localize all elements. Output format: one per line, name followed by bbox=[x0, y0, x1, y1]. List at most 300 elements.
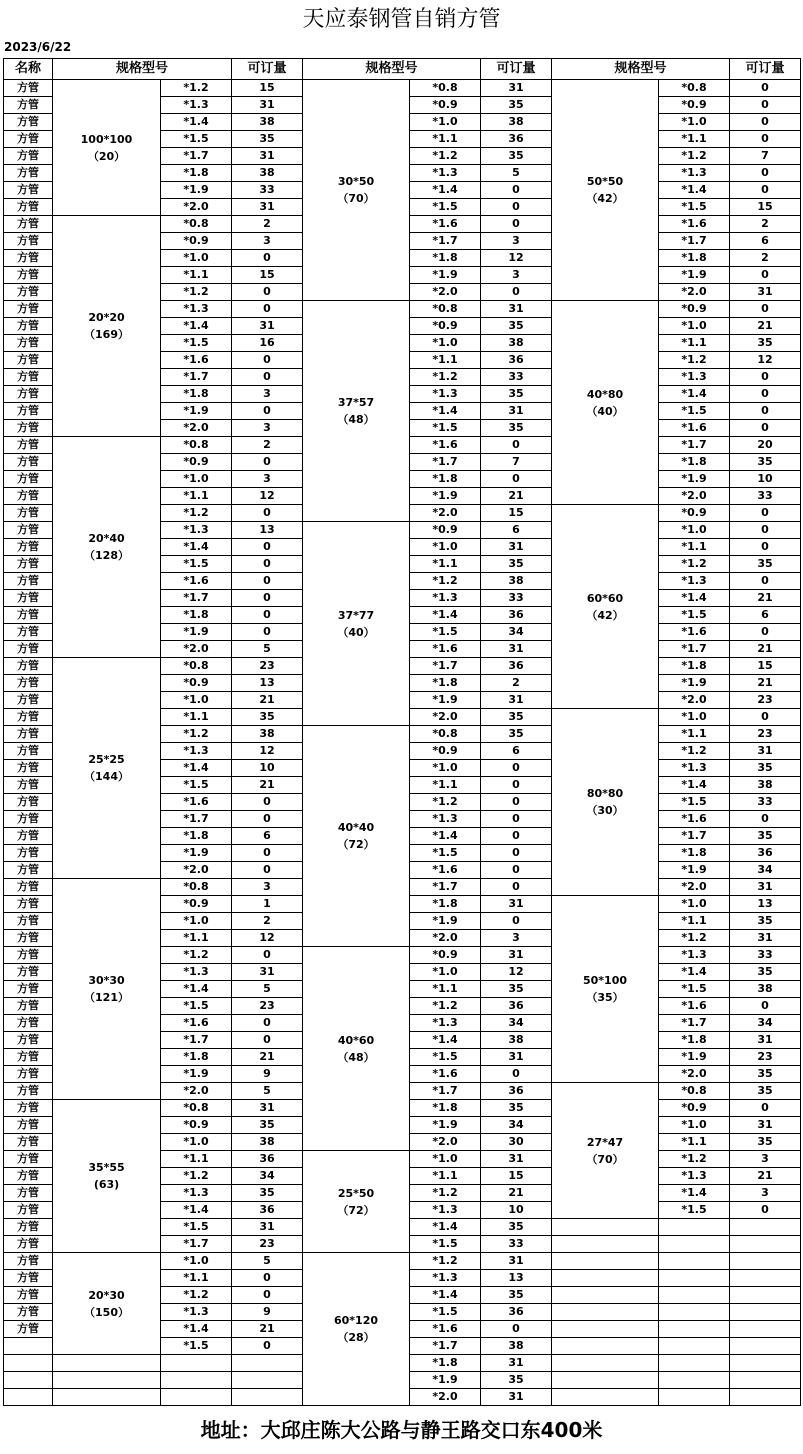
quantity-cell: 0 bbox=[232, 607, 303, 624]
thickness-cell: *1.9 bbox=[659, 675, 730, 692]
spec-size: 27*47 bbox=[586, 1135, 624, 1149]
thickness-cell: *1.1 bbox=[410, 556, 481, 573]
thickness-cell: *1.8 bbox=[659, 250, 730, 267]
thickness-cell: *2.0 bbox=[659, 692, 730, 709]
date-label: 2023/6/22 bbox=[4, 40, 72, 54]
header-qty: 可订量 bbox=[232, 59, 303, 80]
quantity-cell: 35 bbox=[730, 828, 801, 845]
quantity-cell: 35 bbox=[481, 556, 552, 573]
quantity-cell: 31 bbox=[730, 1117, 801, 1134]
thickness-cell: *1.7 bbox=[410, 1083, 481, 1100]
name-cell: 方管 bbox=[4, 301, 53, 318]
thickness-cell: *1.3 bbox=[659, 573, 730, 590]
thickness-cell: *1.5 bbox=[659, 794, 730, 811]
name-cell: 方管 bbox=[4, 998, 53, 1015]
name-cell: 方管 bbox=[4, 947, 53, 964]
name-cell: 方管 bbox=[4, 1015, 53, 1032]
name-cell: 方管 bbox=[4, 454, 53, 471]
thickness-cell: *1.3 bbox=[161, 743, 232, 760]
quantity-cell: 21 bbox=[730, 641, 801, 658]
thickness-cell: *1.8 bbox=[659, 658, 730, 675]
name-cell: 方管 bbox=[4, 539, 53, 556]
spec-group-cell bbox=[303, 80, 410, 301]
empty-cell bbox=[659, 1372, 730, 1389]
thickness-cell: *2.0 bbox=[659, 1066, 730, 1083]
thickness-cell: *1.1 bbox=[161, 709, 232, 726]
thickness-cell: *2.0 bbox=[659, 488, 730, 505]
thickness-cell: *1.4 bbox=[410, 182, 481, 199]
empty-cell bbox=[161, 1372, 232, 1389]
quantity-cell: 35 bbox=[730, 335, 801, 352]
name-cell: 方管 bbox=[4, 709, 53, 726]
thickness-cell: *1.4 bbox=[659, 777, 730, 794]
quantity-cell: 38 bbox=[232, 726, 303, 743]
quantity-cell: 36 bbox=[232, 1151, 303, 1168]
thickness-cell: *1.2 bbox=[161, 1287, 232, 1304]
quantity-cell: 0 bbox=[232, 352, 303, 369]
quantity-cell: 31 bbox=[232, 148, 303, 165]
quantity-cell: 0 bbox=[730, 811, 801, 828]
thickness-cell: *1.7 bbox=[410, 879, 481, 896]
name-cell: 方管 bbox=[4, 386, 53, 403]
thickness-cell: *1.5 bbox=[161, 131, 232, 148]
thickness-cell: *1.8 bbox=[161, 828, 232, 845]
quantity-cell: 0 bbox=[232, 811, 303, 828]
thickness-cell: *1.3 bbox=[161, 1304, 232, 1321]
quantity-cell: 9 bbox=[232, 1304, 303, 1321]
quantity-cell: 34 bbox=[730, 1015, 801, 1032]
spec-size: 25*50 bbox=[337, 1186, 375, 1200]
thickness-cell: *1.1 bbox=[410, 352, 481, 369]
empty-cell bbox=[659, 1389, 730, 1406]
quantity-cell: 3 bbox=[481, 267, 552, 284]
thickness-cell: *1.7 bbox=[659, 233, 730, 250]
quantity-cell: 31 bbox=[232, 97, 303, 114]
empty-cell bbox=[552, 1253, 659, 1270]
thickness-cell: *1.1 bbox=[410, 777, 481, 794]
empty-cell bbox=[730, 1270, 801, 1287]
empty-cell bbox=[659, 1236, 730, 1253]
quantity-cell: 35 bbox=[730, 454, 801, 471]
quantity-cell: 30 bbox=[481, 1134, 552, 1151]
thickness-cell: *1.7 bbox=[410, 658, 481, 675]
quantity-cell: 31 bbox=[481, 947, 552, 964]
quantity-cell: 0 bbox=[481, 199, 552, 216]
quantity-cell: 36 bbox=[730, 845, 801, 862]
quantity-cell: 31 bbox=[730, 879, 801, 896]
thickness-cell: *1.5 bbox=[659, 403, 730, 420]
quantity-cell: 6 bbox=[232, 828, 303, 845]
quantity-cell: 31 bbox=[481, 1151, 552, 1168]
thickness-cell: *0.8 bbox=[410, 301, 481, 318]
empty-cell bbox=[730, 1372, 801, 1389]
thickness-cell: *1.0 bbox=[659, 709, 730, 726]
quantity-cell: 33 bbox=[730, 947, 801, 964]
name-cell: 方管 bbox=[4, 794, 53, 811]
thickness-cell: *1.7 bbox=[659, 828, 730, 845]
thickness-cell: *1.0 bbox=[161, 692, 232, 709]
thickness-cell: *0.8 bbox=[659, 1083, 730, 1100]
thickness-cell: *1.8 bbox=[161, 386, 232, 403]
table-row bbox=[4, 1253, 801, 1270]
quantity-cell: 12 bbox=[232, 743, 303, 760]
spec-count: （169） bbox=[84, 328, 129, 341]
thickness-cell: *1.0 bbox=[410, 335, 481, 352]
quantity-cell: 33 bbox=[481, 590, 552, 607]
header-spec: 规格型号 bbox=[53, 59, 232, 80]
name-cell: 方管 bbox=[4, 1321, 53, 1338]
thickness-cell: *1.7 bbox=[161, 148, 232, 165]
quantity-cell: 31 bbox=[232, 199, 303, 216]
quantity-cell: 35 bbox=[730, 760, 801, 777]
spec-count: （144） bbox=[84, 770, 129, 783]
name-cell: 方管 bbox=[4, 1049, 53, 1066]
name-cell: 方管 bbox=[4, 726, 53, 743]
empty-cell bbox=[552, 1270, 659, 1287]
empty-cell bbox=[4, 1389, 53, 1406]
quantity-cell: 33 bbox=[232, 182, 303, 199]
thickness-cell: *1.9 bbox=[410, 267, 481, 284]
quantity-cell: 34 bbox=[232, 1168, 303, 1185]
name-cell: 方管 bbox=[4, 964, 53, 981]
thickness-cell: *2.0 bbox=[410, 505, 481, 522]
spec-size: 20*30 bbox=[88, 1288, 125, 1302]
quantity-cell: 0 bbox=[730, 624, 801, 641]
thickness-cell: *1.9 bbox=[659, 471, 730, 488]
name-cell: 方管 bbox=[4, 590, 53, 607]
thickness-cell: *1.3 bbox=[410, 1015, 481, 1032]
quantity-cell: 3 bbox=[481, 930, 552, 947]
thickness-cell: *2.0 bbox=[161, 420, 232, 437]
empty-cell bbox=[53, 1389, 161, 1406]
spec-size: 40*60 bbox=[337, 1033, 375, 1047]
quantity-cell: 1 bbox=[232, 896, 303, 913]
spec-group-cell bbox=[303, 522, 410, 726]
thickness-cell: *1.4 bbox=[161, 114, 232, 131]
header-row bbox=[4, 59, 801, 80]
thickness-cell: *1.5 bbox=[410, 1049, 481, 1066]
name-cell: 方管 bbox=[4, 1168, 53, 1185]
thickness-cell: *1.6 bbox=[410, 216, 481, 233]
quantity-cell: 2 bbox=[232, 913, 303, 930]
name-cell: 方管 bbox=[4, 114, 53, 131]
quantity-cell: 0 bbox=[730, 539, 801, 556]
thickness-cell: *1.3 bbox=[410, 811, 481, 828]
name-cell: 方管 bbox=[4, 607, 53, 624]
thickness-cell: *1.1 bbox=[161, 930, 232, 947]
quantity-cell: 2 bbox=[232, 437, 303, 454]
thickness-cell: *1.8 bbox=[659, 454, 730, 471]
spec-size: 40*40 bbox=[337, 821, 375, 834]
thickness-cell: *1.8 bbox=[410, 250, 481, 267]
quantity-cell: 0 bbox=[481, 284, 552, 301]
quantity-cell: 31 bbox=[481, 1389, 552, 1406]
thickness-cell: *0.8 bbox=[659, 80, 730, 97]
thickness-cell: *1.9 bbox=[410, 1372, 481, 1389]
quantity-cell: 0 bbox=[481, 811, 552, 828]
quantity-cell: 3 bbox=[730, 1185, 801, 1202]
spec-count: （40） bbox=[337, 625, 375, 639]
empty-cell bbox=[552, 1338, 659, 1355]
thickness-cell: *1.5 bbox=[161, 1338, 232, 1355]
spec-size: 37*57 bbox=[337, 396, 375, 409]
thickness-cell: *1.2 bbox=[161, 1168, 232, 1185]
name-cell: 方管 bbox=[4, 658, 53, 675]
thickness-cell: *1.3 bbox=[161, 964, 232, 981]
quantity-cell: 0 bbox=[481, 913, 552, 930]
quantity-cell: 7 bbox=[730, 148, 801, 165]
quantity-cell: 12 bbox=[481, 250, 552, 267]
name-cell: 方管 bbox=[4, 148, 53, 165]
empty-cell bbox=[552, 1219, 659, 1236]
quantity-cell: 3 bbox=[232, 471, 303, 488]
thickness-cell: *2.0 bbox=[161, 199, 232, 216]
spec-group-cell bbox=[303, 1253, 410, 1406]
thickness-cell: *0.8 bbox=[161, 658, 232, 675]
thickness-cell: *1.0 bbox=[659, 896, 730, 913]
quantity-cell: 0 bbox=[730, 998, 801, 1015]
spec-size: 35*55 bbox=[88, 1161, 125, 1174]
name-cell: 方管 bbox=[4, 505, 53, 522]
name-cell: 方管 bbox=[4, 1185, 53, 1202]
thickness-cell: *1.5 bbox=[659, 981, 730, 998]
name-cell: 方管 bbox=[4, 471, 53, 488]
thickness-cell: *1.5 bbox=[410, 420, 481, 437]
quantity-cell: 34 bbox=[730, 862, 801, 879]
thickness-cell: *1.1 bbox=[161, 488, 232, 505]
thickness-cell: *1.7 bbox=[161, 369, 232, 386]
quantity-cell: 6 bbox=[730, 233, 801, 250]
thickness-cell: *1.7 bbox=[659, 641, 730, 658]
thickness-cell: *1.2 bbox=[161, 284, 232, 301]
thickness-cell: *1.8 bbox=[410, 1355, 481, 1372]
quantity-cell: 0 bbox=[730, 131, 801, 148]
address-footer: 地址：大邱庄陈大公路与静王路交口东400米 bbox=[200, 1418, 603, 1442]
name-cell: 方管 bbox=[4, 97, 53, 114]
quantity-cell: 35 bbox=[232, 709, 303, 726]
quantity-cell: 16 bbox=[232, 335, 303, 352]
quantity-cell: 2 bbox=[730, 250, 801, 267]
quantity-cell: 0 bbox=[730, 80, 801, 97]
empty-cell bbox=[161, 1355, 232, 1372]
spec-count: (63) bbox=[93, 1178, 120, 1191]
thickness-cell: *0.9 bbox=[161, 896, 232, 913]
quantity-cell: 0 bbox=[730, 573, 801, 590]
empty-cell bbox=[552, 1304, 659, 1321]
quantity-cell: 5 bbox=[232, 1083, 303, 1100]
quantity-cell: 35 bbox=[232, 1185, 303, 1202]
name-cell: 方管 bbox=[4, 1032, 53, 1049]
spec-count: （48） bbox=[337, 1050, 375, 1064]
thickness-cell: *1.5 bbox=[161, 556, 232, 573]
spec-group-cell bbox=[303, 301, 410, 522]
empty-cell bbox=[659, 1355, 730, 1372]
name-cell: 方管 bbox=[4, 1236, 53, 1253]
quantity-cell: 9 bbox=[232, 1066, 303, 1083]
quantity-cell: 31 bbox=[481, 539, 552, 556]
quantity-cell: 31 bbox=[730, 1032, 801, 1049]
quantity-cell: 35 bbox=[730, 1134, 801, 1151]
thickness-cell: *1.6 bbox=[410, 437, 481, 454]
thickness-cell: *1.8 bbox=[410, 896, 481, 913]
thickness-cell: *1.0 bbox=[410, 1151, 481, 1168]
quantity-cell: 20 bbox=[730, 437, 801, 454]
quantity-cell: 21 bbox=[730, 590, 801, 607]
quantity-cell: 0 bbox=[232, 539, 303, 556]
thickness-cell: *1.4 bbox=[410, 607, 481, 624]
quantity-cell: 38 bbox=[481, 335, 552, 352]
name-cell: 方管 bbox=[4, 930, 53, 947]
quantity-cell: 3 bbox=[232, 386, 303, 403]
quantity-cell: 0 bbox=[481, 1066, 552, 1083]
thickness-cell: *1.5 bbox=[659, 607, 730, 624]
quantity-cell: 15 bbox=[730, 199, 801, 216]
spec-size: 60*60 bbox=[586, 591, 624, 605]
spec-count: （48） bbox=[337, 413, 375, 426]
thickness-cell: *1.3 bbox=[659, 369, 730, 386]
empty-cell bbox=[730, 1304, 801, 1321]
quantity-cell: 0 bbox=[481, 828, 552, 845]
thickness-cell: *1.1 bbox=[659, 913, 730, 930]
quantity-cell: 35 bbox=[481, 709, 552, 726]
quantity-cell: 33 bbox=[481, 369, 552, 386]
thickness-cell: *1.6 bbox=[161, 573, 232, 590]
quantity-cell: 0 bbox=[730, 420, 801, 437]
thickness-cell: *1.2 bbox=[410, 1185, 481, 1202]
thickness-cell: *1.0 bbox=[659, 114, 730, 131]
thickness-cell: *1.2 bbox=[410, 998, 481, 1015]
quantity-cell: 12 bbox=[232, 930, 303, 947]
thickness-cell: *1.3 bbox=[161, 1185, 232, 1202]
thickness-cell: *1.3 bbox=[659, 760, 730, 777]
thickness-cell: *1.4 bbox=[161, 760, 232, 777]
quantity-cell: 6 bbox=[481, 522, 552, 539]
quantity-cell: 0 bbox=[232, 454, 303, 471]
empty-cell bbox=[552, 1287, 659, 1304]
quantity-cell: 23 bbox=[730, 692, 801, 709]
quantity-cell: 0 bbox=[730, 165, 801, 182]
header-spec: 规格型号 bbox=[552, 59, 730, 80]
thickness-cell: *1.0 bbox=[410, 539, 481, 556]
thickness-cell: *1.6 bbox=[161, 1015, 232, 1032]
empty-cell bbox=[4, 1338, 53, 1355]
thickness-cell: *1.7 bbox=[410, 454, 481, 471]
quantity-cell: 31 bbox=[481, 641, 552, 658]
spec-size: 30*30 bbox=[88, 974, 125, 987]
thickness-cell: *1.9 bbox=[161, 845, 232, 862]
empty-cell bbox=[659, 1253, 730, 1270]
thickness-cell: *1.2 bbox=[659, 1151, 730, 1168]
quantity-cell: 35 bbox=[730, 913, 801, 930]
quantity-cell: 3 bbox=[232, 879, 303, 896]
thickness-cell: *0.9 bbox=[659, 1100, 730, 1117]
quantity-cell: 35 bbox=[481, 981, 552, 998]
empty-cell bbox=[161, 1389, 232, 1406]
table-row bbox=[4, 80, 801, 97]
thickness-cell: *1.2 bbox=[410, 148, 481, 165]
thickness-cell: *1.1 bbox=[410, 131, 481, 148]
empty-cell bbox=[53, 1355, 161, 1372]
quantity-cell: 6 bbox=[481, 743, 552, 760]
quantity-cell: 38 bbox=[481, 1032, 552, 1049]
quantity-cell: 31 bbox=[232, 1219, 303, 1236]
quantity-cell: 38 bbox=[232, 165, 303, 182]
spec-size: 80*80 bbox=[586, 787, 624, 800]
quantity-cell: 35 bbox=[481, 1287, 552, 1304]
thickness-cell: *0.9 bbox=[659, 301, 730, 318]
name-cell: 方管 bbox=[4, 267, 53, 284]
quantity-cell: 12 bbox=[730, 352, 801, 369]
thickness-cell: *1.4 bbox=[659, 1185, 730, 1202]
thickness-cell: *1.1 bbox=[161, 1270, 232, 1287]
thickness-cell: *1.3 bbox=[659, 947, 730, 964]
spec-count: （72） bbox=[337, 838, 375, 851]
thickness-cell: *1.7 bbox=[161, 590, 232, 607]
quantity-cell: 31 bbox=[730, 743, 801, 760]
name-cell: 方管 bbox=[4, 369, 53, 386]
quantity-cell: 38 bbox=[481, 114, 552, 131]
quantity-cell: 5 bbox=[232, 641, 303, 658]
inventory-table bbox=[3, 58, 801, 1406]
quantity-cell: 0 bbox=[481, 760, 552, 777]
spec-group-cell bbox=[552, 80, 659, 301]
spec-group-cell bbox=[53, 216, 161, 437]
quantity-cell: 3 bbox=[481, 233, 552, 250]
thickness-cell: *2.0 bbox=[161, 862, 232, 879]
spec-group-cell bbox=[552, 505, 659, 709]
spec-group-cell bbox=[53, 1100, 161, 1253]
spec-size: 37*77 bbox=[337, 608, 375, 622]
thickness-cell: *1.5 bbox=[410, 624, 481, 641]
quantity-cell: 31 bbox=[232, 1100, 303, 1117]
name-cell: 方管 bbox=[4, 777, 53, 794]
thickness-cell: *1.7 bbox=[161, 811, 232, 828]
name-cell: 方管 bbox=[4, 981, 53, 998]
spec-count: （30） bbox=[586, 804, 624, 817]
thickness-cell: *1.2 bbox=[410, 573, 481, 590]
thickness-cell: *1.1 bbox=[659, 726, 730, 743]
spec-count: （40） bbox=[586, 404, 624, 418]
header-qty: 可订量 bbox=[730, 59, 801, 80]
thickness-cell: *1.9 bbox=[161, 624, 232, 641]
name-cell: 方管 bbox=[4, 879, 53, 896]
thickness-cell: *2.0 bbox=[410, 284, 481, 301]
thickness-cell: *0.8 bbox=[161, 1100, 232, 1117]
thickness-cell: *1.4 bbox=[410, 403, 481, 420]
thickness-cell: *1.8 bbox=[161, 1049, 232, 1066]
thickness-cell: *1.3 bbox=[659, 165, 730, 182]
thickness-cell: *1.9 bbox=[161, 1066, 232, 1083]
thickness-cell: *0.9 bbox=[659, 505, 730, 522]
thickness-cell: *0.9 bbox=[659, 97, 730, 114]
thickness-cell: *1.1 bbox=[161, 267, 232, 284]
quantity-cell: 35 bbox=[481, 386, 552, 403]
empty-cell bbox=[53, 1372, 161, 1389]
quantity-cell: 5 bbox=[232, 981, 303, 998]
thickness-cell: *0.9 bbox=[410, 97, 481, 114]
quantity-cell: 36 bbox=[481, 998, 552, 1015]
quantity-cell: 0 bbox=[730, 386, 801, 403]
quantity-cell: 36 bbox=[232, 1202, 303, 1219]
quantity-cell: 0 bbox=[481, 1321, 552, 1338]
quantity-cell: 21 bbox=[232, 1321, 303, 1338]
quantity-cell: 0 bbox=[232, 794, 303, 811]
quantity-cell: 0 bbox=[232, 947, 303, 964]
empty-cell bbox=[730, 1338, 801, 1355]
quantity-cell: 0 bbox=[232, 250, 303, 267]
thickness-cell: *0.8 bbox=[410, 80, 481, 97]
spec-count: （72） bbox=[337, 1203, 375, 1217]
